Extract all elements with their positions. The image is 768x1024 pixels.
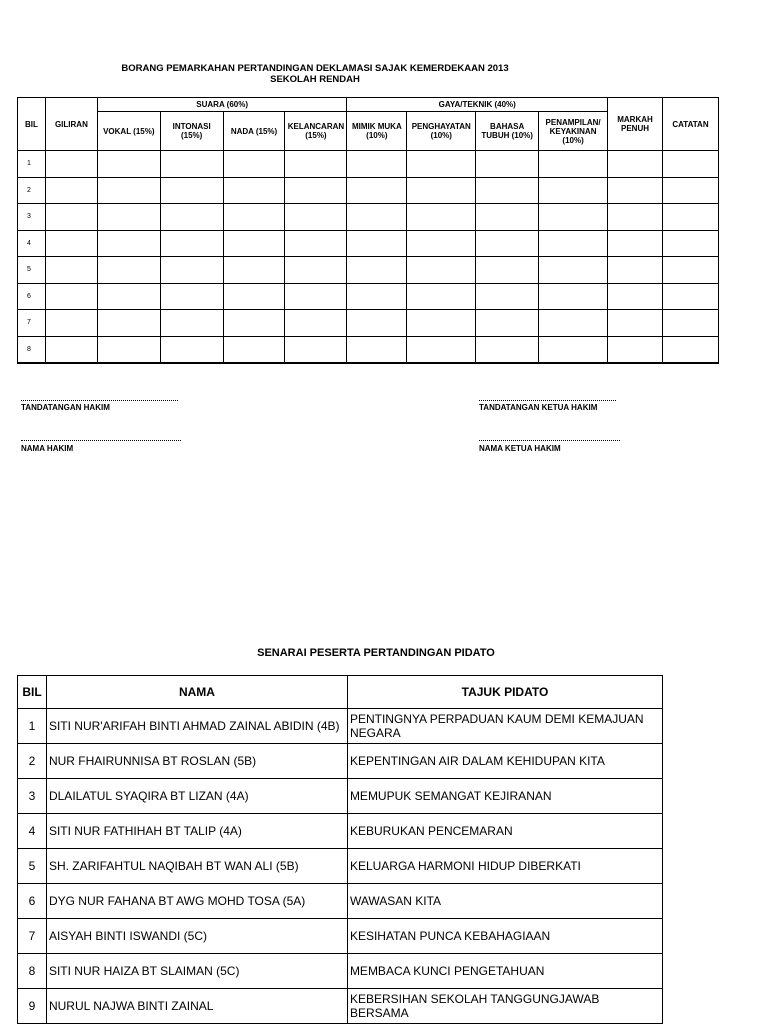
score-row — [18, 310, 719, 337]
participant-row — [18, 709, 663, 744]
score-cell — [608, 151, 663, 178]
score-cell — [97, 283, 160, 310]
score-cell — [97, 230, 160, 257]
head-name-label: NAMA KETUA HAKIM — [479, 444, 561, 453]
score-cell — [539, 204, 608, 231]
participant-topic: KEBURUKAN PENCEMARAN — [347, 814, 662, 849]
participant-number: 4 — [18, 814, 47, 849]
score-cell — [285, 336, 347, 363]
score-cell — [476, 177, 539, 204]
score-cell — [662, 204, 718, 231]
score-row — [18, 336, 719, 363]
participant-topic: KEBERSIHAN SEKOLAH TANGGUNGJAWAB BERSAMA — [347, 989, 662, 1024]
participant-list-title: SENARAI PESERTA PERTANDINGAN PIDATO — [257, 647, 495, 659]
participant-row — [18, 814, 663, 849]
score-cell — [285, 151, 347, 178]
score-cell — [407, 336, 476, 363]
participant-name: NUR FHAIRUNNISA BT ROSLAN (5B) — [46, 744, 347, 779]
participant-topic: WAWASAN KITA — [347, 884, 662, 919]
score-cell — [223, 204, 285, 231]
judge-signature-line — [21, 400, 178, 401]
score-row-number: 1 — [18, 151, 46, 178]
participant-number: 6 — [18, 884, 47, 919]
score-row — [18, 257, 719, 284]
score-cell — [347, 336, 407, 363]
header-nada: NADA (15%) — [223, 112, 285, 151]
score-row-number: 6 — [18, 283, 46, 310]
participant-row — [18, 989, 663, 1024]
score-form-title: BORANG PEMARKAHAN PERTANDINGAN DEKLAMASI SAJAK KEMERDEKAAN 2013 — [121, 63, 509, 74]
score-cell — [45, 336, 97, 363]
score-cell — [97, 177, 160, 204]
score-cell — [347, 283, 407, 310]
score-cell — [662, 336, 718, 363]
score-cell — [662, 151, 718, 178]
participant-header-nama: NAMA — [46, 676, 347, 709]
score-row — [18, 177, 719, 204]
score-row-number: 3 — [18, 204, 46, 231]
score-cell — [45, 177, 97, 204]
score-cell — [608, 257, 663, 284]
participant-number: 7 — [18, 919, 47, 954]
score-cell — [476, 283, 539, 310]
participant-table — [17, 675, 663, 1024]
score-cell — [539, 257, 608, 284]
score-cell — [662, 283, 718, 310]
participant-number: 3 — [18, 779, 47, 814]
score-cell — [608, 204, 663, 231]
participant-name: SITI NUR'ARIFAH BINTI AHMAD ZAINAL ABIDIN (4B) — [46, 709, 347, 744]
score-row-number: 5 — [18, 257, 46, 284]
score-cell — [476, 336, 539, 363]
participant-row — [18, 744, 663, 779]
participant-name: DYG NUR FAHANA BT AWG MOHD TOSA (5A) — [46, 884, 347, 919]
score-cell — [223, 257, 285, 284]
header-kelancaran: KELANCARAN (15%) — [285, 112, 347, 151]
score-cell — [608, 283, 663, 310]
score-cell — [539, 230, 608, 257]
participant-name: DLAILATUL SYAQIRA BT LIZAN (4A) — [46, 779, 347, 814]
score-cell — [45, 151, 97, 178]
score-cell — [608, 230, 663, 257]
participant-name: AISYAH BINTI ISWANDI (5C) — [46, 919, 347, 954]
score-cell — [223, 336, 285, 363]
participant-row — [18, 919, 663, 954]
score-cell — [539, 151, 608, 178]
header-vokal: VOKAL (15%) — [97, 112, 160, 151]
score-cell — [347, 151, 407, 178]
header-suara: SUARA (60%) — [97, 98, 347, 112]
score-row — [18, 204, 719, 231]
score-cell — [407, 204, 476, 231]
score-cell — [285, 177, 347, 204]
score-cell — [45, 257, 97, 284]
participant-header-bil: BIL — [18, 676, 47, 709]
judge-signature-label: TANDATANGAN HAKIM — [21, 403, 110, 412]
head-name-line — [479, 440, 620, 441]
score-cell — [223, 230, 285, 257]
score-cell — [223, 283, 285, 310]
score-cell — [476, 151, 539, 178]
score-cell — [407, 151, 476, 178]
score-cell — [347, 177, 407, 204]
participant-name: SITI NUR FATHIHAH BT TALIP (4A) — [46, 814, 347, 849]
participant-row — [18, 884, 663, 919]
score-cell — [407, 230, 476, 257]
score-cell — [285, 230, 347, 257]
score-cell — [347, 257, 407, 284]
header-penghayatan: PENGHAYATAN (10%) — [407, 112, 476, 151]
score-cell — [160, 230, 223, 257]
score-row-number: 8 — [18, 336, 46, 363]
score-cell — [608, 336, 663, 363]
score-form-subtitle: SEKOLAH RENDAH — [270, 74, 360, 85]
head-signature-line — [479, 400, 616, 401]
score-cell — [160, 177, 223, 204]
score-cell — [539, 177, 608, 204]
score-cell — [347, 230, 407, 257]
score-cell — [160, 151, 223, 178]
score-cell — [539, 283, 608, 310]
participant-name: SITI NUR HAIZA BT SLAIMAN (5C) — [46, 954, 347, 989]
score-row — [18, 283, 719, 310]
participant-name: SH. ZARIFAHTUL NAQIBAH BT WAN ALI (5B) — [46, 849, 347, 884]
judge-name-line — [21, 440, 181, 441]
score-cell — [97, 204, 160, 231]
participant-topic: KESIHATAN PUNCA KEBAHAGIAAN — [347, 919, 662, 954]
score-row-number: 4 — [18, 230, 46, 257]
score-cell — [160, 257, 223, 284]
score-cell — [539, 336, 608, 363]
score-cell — [285, 257, 347, 284]
score-cell — [662, 310, 718, 337]
participant-topic: KELUARGA HARMONI HIDUP DIBERKATI — [347, 849, 662, 884]
participant-header-tajuk: TAJUK PIDATO — [347, 676, 662, 709]
score-cell — [223, 310, 285, 337]
header-catatan: CATATAN — [662, 98, 718, 151]
participant-number: 2 — [18, 744, 47, 779]
header-bil: BIL — [18, 98, 46, 151]
header-intonasi: INTONASI (15%) — [160, 112, 223, 151]
header-bahasa-tubuh: BAHASA TUBUH (10%) — [476, 112, 539, 151]
participant-number: 9 — [18, 989, 47, 1024]
head-signature-label: TANDATANGAN KETUA HAKIM — [479, 403, 598, 412]
score-table — [17, 97, 719, 364]
score-cell — [285, 204, 347, 231]
score-cell — [539, 310, 608, 337]
score-cell — [662, 257, 718, 284]
score-cell — [407, 310, 476, 337]
participant-number: 8 — [18, 954, 47, 989]
score-row-number: 2 — [18, 177, 46, 204]
participant-row — [18, 779, 663, 814]
score-cell — [223, 151, 285, 178]
header-gaya-teknik: GAYA/TEKNIK (40%) — [347, 98, 608, 112]
score-cell — [347, 310, 407, 337]
participant-name: NURUL NAJWA BINTI ZAINAL — [46, 989, 347, 1024]
score-cell — [223, 177, 285, 204]
score-cell — [476, 204, 539, 231]
score-cell — [407, 257, 476, 284]
score-cell — [97, 151, 160, 178]
score-cell — [45, 310, 97, 337]
score-row — [18, 230, 719, 257]
header-mimik-muka: MIMIK MUKA (10%) — [347, 112, 407, 151]
score-cell — [45, 230, 97, 257]
score-cell — [476, 257, 539, 284]
score-cell — [476, 230, 539, 257]
header-giliran: GILIRAN — [45, 98, 97, 151]
participant-row — [18, 954, 663, 989]
score-cell — [662, 230, 718, 257]
score-row-number: 7 — [18, 310, 46, 337]
participant-topic: MEMUPUK SEMANGAT KEJIRANAN — [347, 779, 662, 814]
score-cell — [476, 310, 539, 337]
score-cell — [285, 283, 347, 310]
score-cell — [608, 310, 663, 337]
score-cell — [662, 177, 718, 204]
score-cell — [347, 204, 407, 231]
score-cell — [160, 310, 223, 337]
score-cell — [160, 283, 223, 310]
score-cell — [97, 257, 160, 284]
score-cell — [160, 204, 223, 231]
participant-topic: PENTINGNYA PERPADUAN KAUM DEMI KEMAJUAN NEGARA — [347, 709, 662, 744]
participant-row — [18, 849, 663, 884]
score-cell — [97, 310, 160, 337]
score-cell — [407, 283, 476, 310]
score-cell — [45, 283, 97, 310]
score-cell — [608, 177, 663, 204]
score-cell — [97, 336, 160, 363]
participant-topic: MEMBACA KUNCI PENGETAHUAN — [347, 954, 662, 989]
participant-number: 1 — [18, 709, 47, 744]
score-cell — [285, 310, 347, 337]
participant-topic: KEPENTINGAN AIR DALAM KEHIDUPAN KITA — [347, 744, 662, 779]
header-penampilan: PENAMPILAN/ KEYAKINAN (10%) — [539, 112, 608, 151]
score-cell — [45, 204, 97, 231]
participant-number: 5 — [18, 849, 47, 884]
score-cell — [160, 336, 223, 363]
score-row — [18, 151, 719, 178]
score-cell — [407, 177, 476, 204]
judge-name-label: NAMA HAKIM — [21, 444, 74, 453]
header-markah-penuh: MARKAH PENUH — [608, 98, 663, 151]
